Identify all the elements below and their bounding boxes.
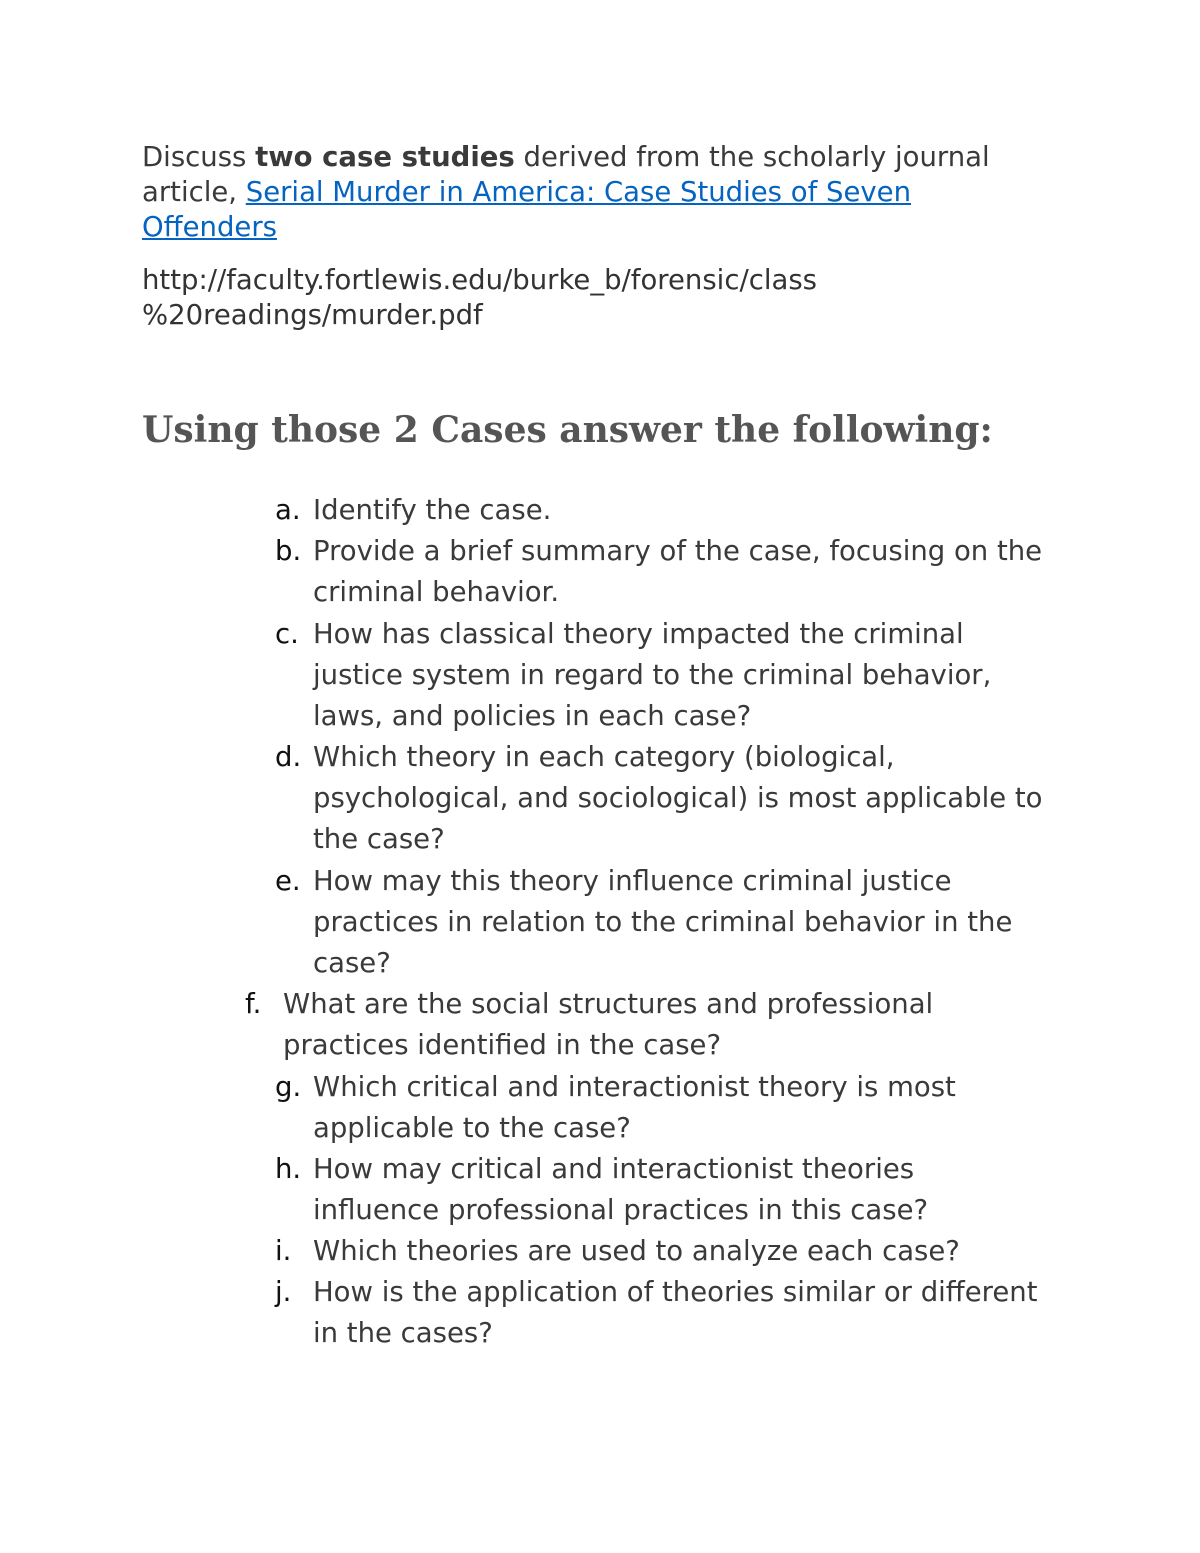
list-item <box>275 1272 1043 1354</box>
list-item <box>275 1231 1043 1272</box>
list-item <box>275 737 1043 861</box>
question-text: How is the application of theories similar or different in the cases? <box>313 1276 1038 1350</box>
question-text: What are the social structures and professional practices identified in the case? <box>283 988 934 1062</box>
question-text: Provide a brief summary of the case, focusing on the criminal behavior. <box>313 535 1043 609</box>
list-item <box>275 1149 1043 1231</box>
list-marker: b. <box>275 535 302 567</box>
list-marker: e. <box>275 865 301 897</box>
list-marker: d. <box>275 741 302 773</box>
list-item <box>275 861 1043 985</box>
question-text: Which critical and interactionist theory is most applicable to the case? <box>313 1071 956 1145</box>
intro-bold-phrase: two case studies <box>255 141 515 173</box>
list-marker: h. <box>275 1153 302 1185</box>
question-text: Identify the case. <box>313 494 552 526</box>
list-item <box>245 984 983 1066</box>
list-marker: i. <box>275 1235 292 1267</box>
intro-prefix: Discuss <box>142 141 256 173</box>
intro-paragraph <box>142 140 1042 245</box>
list-item <box>275 490 1043 531</box>
list-item <box>275 1067 1043 1149</box>
list-marker: g. <box>275 1071 302 1103</box>
list-marker: f. <box>245 988 262 1020</box>
question-text: How has classical theory impacted the criminal justice system in regard to the criminal behavior, laws, and policies in each case? <box>313 618 992 733</box>
article-url <box>142 263 1042 333</box>
url-line-2: %20readings/murder.pdf <box>142 299 483 331</box>
list-marker: c. <box>275 618 299 650</box>
article-link[interactable]: Serial Murder in America: Case Studies of Seven Offenders <box>142 176 912 243</box>
list-marker: a. <box>275 494 301 526</box>
section-heading: Using those 2 Cases answer the following: <box>142 409 993 451</box>
list-item <box>275 531 1043 613</box>
question-text: How may this theory influence criminal justice practices in relation to the criminal behavior in the case? <box>313 865 1013 980</box>
question-text: How may critical and interactionist theories influence professional practices in this case? <box>313 1153 929 1227</box>
list-item <box>275 614 1043 738</box>
url-line-1: http://faculty.fortlewis.edu/burke_b/forensic/class <box>142 264 817 296</box>
list-marker: j. <box>275 1276 292 1308</box>
intro-middle: derived from the scholarly journal article, <box>142 141 990 208</box>
question-text: Which theory in each category (biological, psychological, and sociological) is most applicable to the case? <box>313 741 1043 856</box>
question-text: Which theories are used to analyze each case? <box>313 1235 960 1267</box>
